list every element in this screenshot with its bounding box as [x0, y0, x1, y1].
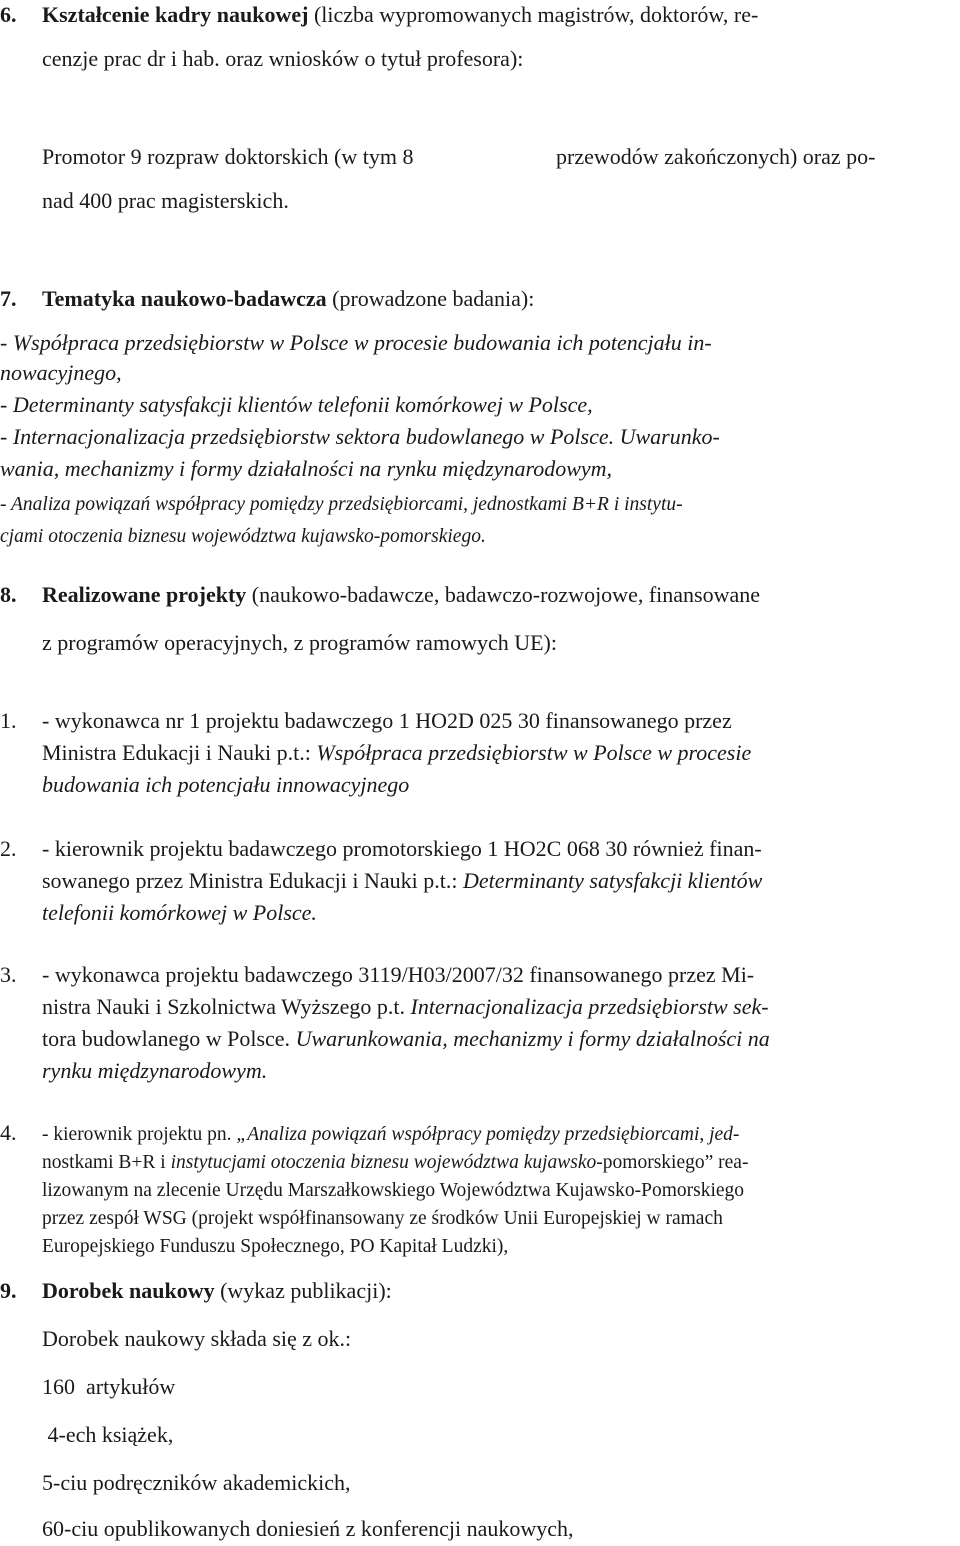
- research-topic-3-line-2: [0, 456, 612, 482]
- research-topic-3-line-1: [0, 424, 720, 450]
- publications-intro: Dorobek naukowy składa się z ok.:: [42, 1326, 352, 1351]
- project-1-line-3: [42, 772, 409, 798]
- section-6-number: [0, 2, 17, 28]
- section-8-heading-line-2: z programów operacyjnych, z programów ramowych UE):: [42, 630, 557, 655]
- project-title: Uwarunkowania, mechanizmy i formy działalności na: [295, 1026, 770, 1051]
- project-2-line-1: - kierownik projektu badawczego promotorskiego 1 HO2C 068 30 również finan-: [42, 836, 762, 861]
- project-text: tora budowlanego w Polsce.: [42, 1026, 296, 1051]
- project-title: instytucjami otoczenia biznesu województwa kujawsko: [170, 1152, 597, 1173]
- section-number: 6.: [0, 2, 17, 27]
- research-topic-4-line-1: [0, 492, 683, 518]
- project-4-line-4: przez zespół WSG (projekt współfinansowany ze środków Unii Europejskiej w ramach: [42, 1208, 723, 1229]
- section-8-heading-line: [42, 582, 760, 608]
- section-number: 7.: [0, 286, 17, 311]
- project-2-line-3: [42, 900, 317, 926]
- project-3-number: 3.: [0, 962, 17, 987]
- project-3-line-4: [42, 1058, 267, 1084]
- research-topic-text: wania, mechanizmy i formy działalności na rynku międzynarodowym,: [0, 456, 613, 481]
- section-number: 8.: [0, 582, 17, 607]
- section-heading: Tematyka naukowo-badawcza: [42, 286, 327, 311]
- research-topic-text: cjami otoczenia biznesu województwa kujawsko-pomorskiego.: [0, 526, 486, 547]
- project-1-line-1: - wykonawca nr 1 projektu badawczego 1 HO2D 025 30 finansowanego przez: [42, 708, 732, 733]
- research-topic-1-line-2: [0, 360, 122, 386]
- project-3-line-1: - wykonawca projektu badawczego 3119/H03/2007/32 finansowanego przez Mi-: [42, 962, 755, 987]
- project-title: rynku międzynarodowym.: [42, 1058, 268, 1083]
- research-topic-4-line-2: [0, 524, 486, 550]
- section-6-heading-line: [42, 2, 758, 28]
- section-heading: Kształcenie kadry naukowej: [42, 2, 309, 27]
- project-2-line-2: [42, 868, 762, 894]
- project-text: sowanego przez Ministra Edukacji i Nauki p.t.:: [42, 868, 463, 893]
- research-topic-text: - Współpraca przedsiębiorstw w Polsce w procesie budowania ich potencjału in-: [0, 330, 712, 355]
- project-2-number: 2.: [0, 836, 17, 861]
- project-text: Ministra Edukacji i Nauki p.t.:: [42, 740, 317, 765]
- publications-item-books: 4-ech książek,: [42, 1422, 174, 1447]
- section-9-heading-line: [42, 1278, 392, 1304]
- project-title: „Analiza powiązań współpracy pomiędzy przedsiębiorcami, jed-: [236, 1124, 740, 1145]
- section-7-number: [0, 286, 17, 312]
- section-number: 9.: [0, 1278, 17, 1303]
- project-text: nostkami B+R i: [42, 1152, 171, 1173]
- research-topic-text: - Determinanty satysfakcji klientów telefonii komórkowej w Polsce,: [0, 392, 593, 417]
- project-3-line-3: [42, 1026, 770, 1052]
- project-title: telefonii komórkowej w Polsce.: [42, 900, 317, 925]
- project-title: Współpraca przedsiębiorstw w Polsce w procesie: [316, 740, 752, 765]
- section-9-number: [0, 1278, 17, 1304]
- publications-item-textbooks: 5-ciu podręczników akademickich,: [42, 1470, 351, 1495]
- project-4-line-1: [42, 1122, 739, 1148]
- section-6-body-part-a: Promotor 9 rozpraw doktorskich (w tym 8: [42, 144, 414, 169]
- project-text: nistra Nauki i Szkolnictwa Wyższego p.t.: [42, 994, 411, 1019]
- project-4-line-3: lizowanym na zlecenie Urzędu Marszałkowskiego Województwa Kujawsko-Pomorskiego: [42, 1180, 745, 1201]
- research-topic-1-line-1: [0, 330, 712, 356]
- section-6-heading-line-2: cenzje prac dr i hab. oraz wniosków o tytuł profesora):: [42, 46, 524, 71]
- project-title: budowania ich potencjału innowacyjnego: [42, 772, 410, 797]
- section-heading-desc: (wykaz publikacji):: [214, 1278, 392, 1303]
- research-topic-text: nowacyjnego,: [0, 360, 122, 385]
- project-text: -pomorskiego” rea-: [596, 1152, 749, 1173]
- research-topic-text: - Analiza powiązań współpracy pomiędzy przedsiębiorcami, jednostkami B+R i instytu-: [0, 494, 683, 515]
- publications-item-conference-reports: 60-ciu opublikowanych doniesień z konferencji naukowych,: [42, 1516, 574, 1541]
- project-4-line-5: Europejskiego Funduszu Społecznego, PO Kapitał Ludzki),: [42, 1236, 509, 1257]
- project-1-number: 1.: [0, 708, 17, 733]
- research-topic-2: [0, 392, 593, 418]
- project-4-line-2: [42, 1150, 748, 1176]
- project-1-line-2: [42, 740, 751, 766]
- project-title: Internacjonalizacja przedsiębiorstw sek-: [410, 994, 769, 1019]
- research-topic-text: - Internacjonalizacja przedsiębiorstw sektora budowlanego w Polsce. Uwarunko-: [0, 424, 720, 449]
- publications-item-articles: 160 artykułów: [42, 1374, 176, 1399]
- section-6-body-line-2: nad 400 prac magisterskich.: [42, 188, 289, 213]
- section-heading-desc: (liczba wypromowanych magistrów, doktorów, re-: [308, 2, 759, 27]
- section-8-number: [0, 582, 17, 608]
- section-heading-desc: (prowadzone badania):: [326, 286, 535, 311]
- project-title: Determinanty satysfakcji klientów: [462, 868, 763, 893]
- project-4-number: 4.: [0, 1120, 17, 1145]
- section-6-body-part-b: przewodów zakończonych) oraz po-: [556, 144, 876, 169]
- project-3-line-2: [42, 994, 769, 1020]
- section-heading: Dorobek naukowy: [42, 1278, 215, 1303]
- section-7-heading-line: [42, 286, 534, 312]
- section-heading: Realizowane projekty: [42, 582, 247, 607]
- project-text: - kierownik projektu pn.: [42, 1124, 237, 1145]
- section-heading-desc: (naukowo-badawcze, badawczo-rozwojowe, finansowane: [246, 582, 761, 607]
